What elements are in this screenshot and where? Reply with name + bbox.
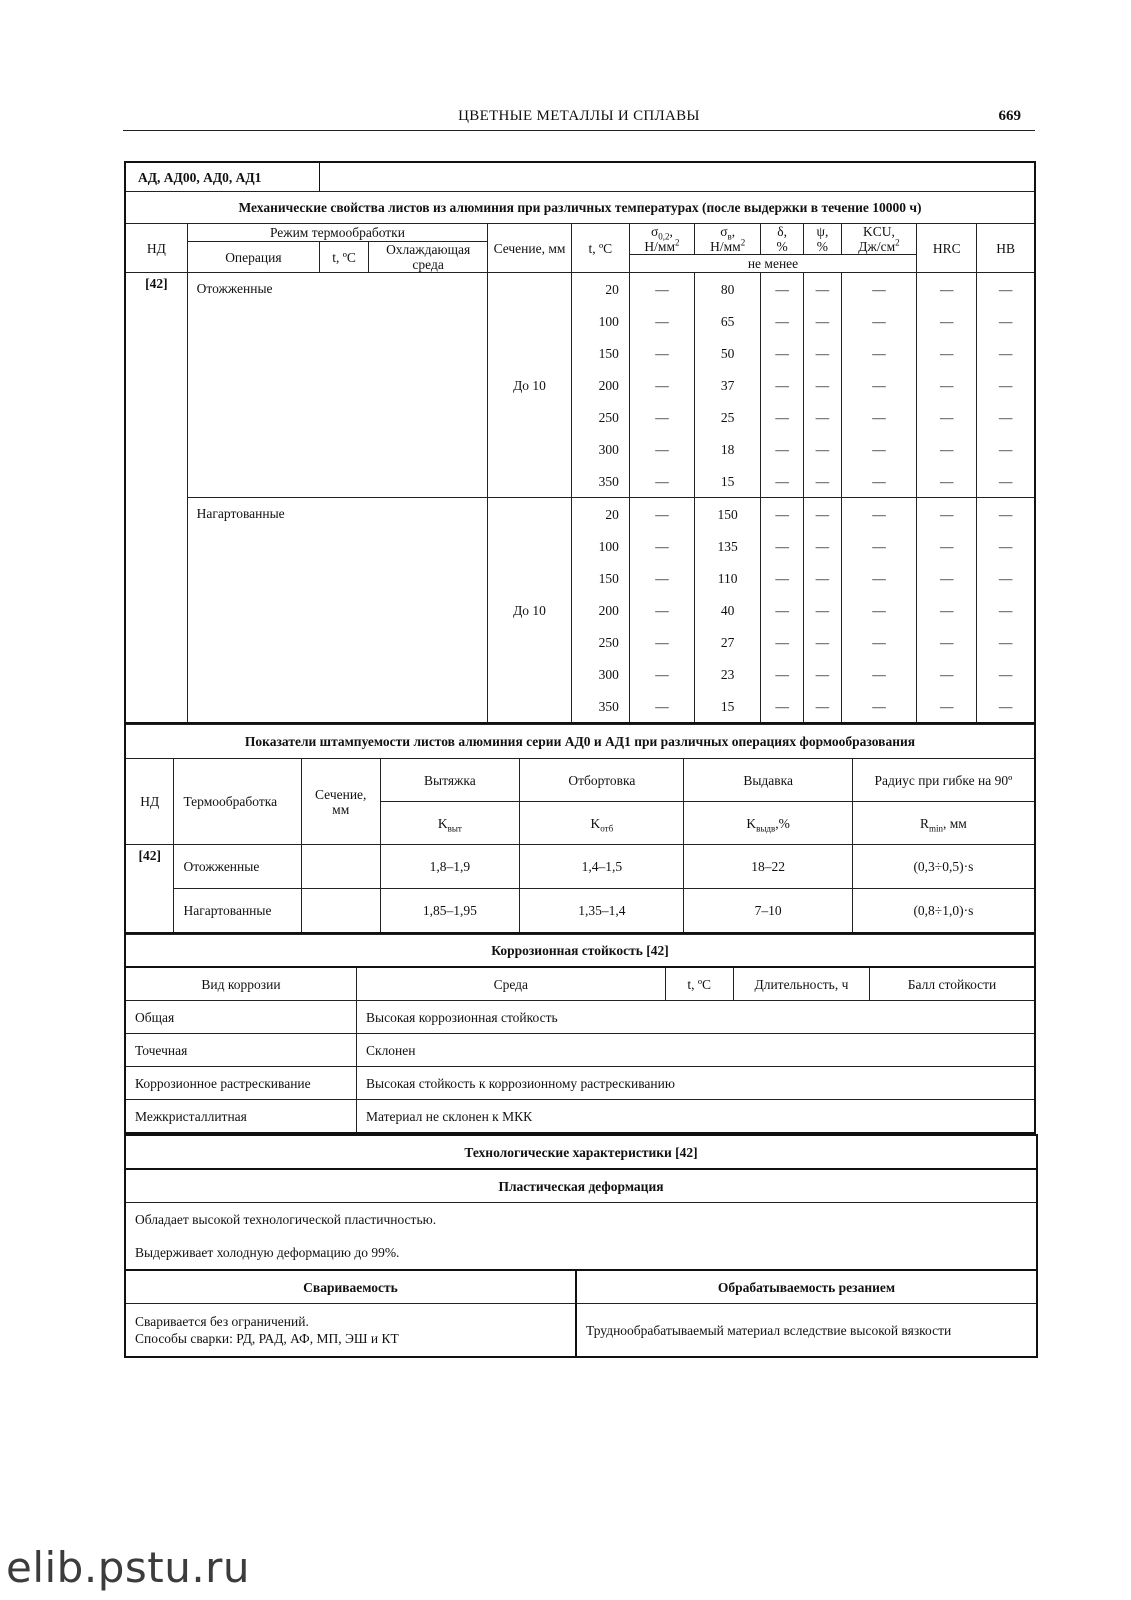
mech-cell: — [629, 305, 694, 337]
mech-cell: — [977, 337, 1035, 369]
mech-operation: Отожженные [187, 273, 488, 498]
mech-cell: — [804, 401, 842, 433]
col-t: t, ºС [320, 242, 369, 273]
mech-operation: Нагартованные [187, 498, 488, 724]
page-number: 669 [998, 108, 1021, 124]
stamp-nd-ref: [42] [125, 845, 174, 934]
mech-cell: 25 [695, 401, 761, 433]
mech-cell: — [629, 690, 694, 723]
mech-cell: 27 [695, 626, 761, 658]
col-psi: ψ, % [804, 224, 842, 255]
mech-cell: — [977, 305, 1035, 337]
corrosion-table [124, 934, 1036, 1134]
corr-type: Общая [125, 1001, 357, 1034]
col-s02: $\sigma_{0,2}$, $Н/мм^2$ [629, 224, 694, 255]
mech-cell: 150 [695, 498, 761, 531]
mech-cell: — [629, 498, 694, 531]
stamp-col-bend: Радиус при гибке на 90º [852, 759, 1035, 802]
mech-cell: — [841, 658, 916, 690]
mech-cell: — [804, 465, 842, 498]
mech-cell: — [629, 594, 694, 626]
mech-cell: — [629, 273, 694, 306]
mech-cell: — [761, 369, 804, 401]
mech-cell: — [761, 594, 804, 626]
mech-cell: — [804, 369, 842, 401]
col-hb: HB [977, 224, 1035, 273]
mech-cell: — [841, 305, 916, 337]
mech-cell: — [804, 594, 842, 626]
mech-cell: — [629, 337, 694, 369]
corr-type: Межкристаллитная [125, 1100, 357, 1134]
mech-cell: — [804, 690, 842, 723]
weld-title: Свариваемость [125, 1270, 576, 1304]
mech-cell: 15 [695, 465, 761, 498]
col-delta: δ, % [761, 224, 804, 255]
stamping-table [124, 724, 1036, 934]
mech-cell: — [977, 498, 1035, 531]
stamp-row-section [301, 845, 380, 889]
col-section: Сечение, мм [488, 224, 572, 273]
running-head [123, 104, 1035, 131]
mech-cell: — [977, 401, 1035, 433]
stamp-col-flanging: Отбортовка [520, 759, 684, 802]
col-operation: Операция [187, 242, 319, 273]
stamp-row-bend: (0,8÷1,0)·s [852, 889, 1035, 934]
mech-nd-ref: [42] [125, 273, 187, 724]
mech-cell: — [917, 401, 977, 433]
stamp-k-draw: $K_{выт}$ [380, 802, 520, 845]
corr-col-duration: Длительность, ч [733, 967, 869, 1001]
mech-cell: — [804, 562, 842, 594]
col-nd: НД [125, 224, 187, 273]
mech-cell: — [629, 401, 694, 433]
grade-label: АД, АД00, АД0, АД1 [125, 162, 320, 192]
mech-row [125, 498, 1035, 531]
mech-cell: 20 [571, 498, 629, 531]
mech-cell: — [917, 690, 977, 723]
stamp-col-bulging: Выдавка [684, 759, 852, 802]
mech-cell: — [629, 530, 694, 562]
mech-cell: — [977, 433, 1035, 465]
mech-cell: 18 [695, 433, 761, 465]
mech-cell: — [917, 498, 977, 531]
corr-type: Точечная [125, 1034, 357, 1067]
stamp-row-treatment: Нагартованные [174, 889, 302, 934]
mech-section: До 10 [488, 273, 572, 498]
mech-cell: — [917, 465, 977, 498]
corr-col-medium: Среда [357, 967, 666, 1001]
corrosion-title: Коррозионная стойкость [42] [125, 935, 1035, 968]
mech-cell: 40 [695, 594, 761, 626]
min-note: не менее [629, 255, 916, 273]
mech-cell: — [977, 626, 1035, 658]
mech-cell: 150 [571, 337, 629, 369]
weld-line: Сваривается без ограничений. [135, 1314, 309, 1329]
mech-cell: 50 [695, 337, 761, 369]
mech-cell: — [841, 465, 916, 498]
mech-cell: — [977, 562, 1035, 594]
mech-cell: 20 [571, 273, 629, 306]
mech-cell: — [841, 337, 916, 369]
mech-cell: — [804, 433, 842, 465]
corr-col-type: Вид коррозии [125, 967, 357, 1001]
mech-cell: — [804, 530, 842, 562]
stamp-row-bulging: 18–22 [684, 845, 852, 889]
mech-cell: 200 [571, 369, 629, 401]
mech-cell: — [917, 530, 977, 562]
mech-cell: — [917, 658, 977, 690]
mech-cell: 135 [695, 530, 761, 562]
mech-cell: — [629, 626, 694, 658]
mech-cell: 23 [695, 658, 761, 690]
mech-cell: — [761, 530, 804, 562]
col-sb: $\sigma_в$, $Н/мм^2$ [695, 224, 761, 255]
plastic-title: Пластическая деформация [125, 1169, 1037, 1203]
mech-cell: — [841, 530, 916, 562]
mech-cell: — [804, 498, 842, 531]
col-regime: Режим термообработки [187, 224, 488, 242]
mech-cell: 350 [571, 690, 629, 723]
mech-cell: 250 [571, 626, 629, 658]
plastic-line: Обладает высокой технологической пластичностью. [125, 1203, 1037, 1237]
stamp-row-flanging: 1,35–1,4 [520, 889, 684, 934]
mech-cell: — [804, 658, 842, 690]
mech-cell: — [841, 562, 916, 594]
material-sheet [124, 161, 1036, 1358]
stamp-k-bulge: $K_{выдв},\%$ [684, 802, 852, 845]
watermark: elib.pstu.ru [6, 1543, 251, 1592]
mech-cell: — [629, 433, 694, 465]
mech-cell: — [761, 465, 804, 498]
mech-cell: — [629, 369, 694, 401]
corr-medium: Склонен [357, 1034, 1036, 1067]
corr-medium: Высокая стойкость к коррозионному растрескиванию [357, 1067, 1036, 1100]
mech-cell: — [804, 305, 842, 337]
mech-cell: 150 [571, 562, 629, 594]
mech-cell: — [977, 369, 1035, 401]
stamp-row-bulging: 7–10 [684, 889, 852, 934]
corr-medium: Высокая коррозионная стойкость [357, 1001, 1036, 1034]
mech-cell: 300 [571, 658, 629, 690]
mech-cell: — [917, 305, 977, 337]
grade-blank [320, 162, 1035, 192]
stamp-col-drawing: Вытяжка [380, 759, 520, 802]
col-hrc: HRC [917, 224, 977, 273]
mech-row [125, 273, 1035, 306]
stamping-title: Показатели штампуемости листов алюминия серии АД0 и АД1 при различных операциях формообразования [125, 725, 1035, 759]
mech-cell: 250 [571, 401, 629, 433]
mech-cell: — [917, 594, 977, 626]
mech-cell: — [804, 337, 842, 369]
mech-cell: 37 [695, 369, 761, 401]
mech-cell: — [977, 273, 1035, 306]
weld-text [125, 1304, 576, 1358]
mech-cell: — [917, 562, 977, 594]
mech-cell: — [761, 337, 804, 369]
mech-cell: — [841, 401, 916, 433]
mech-cell: — [977, 658, 1035, 690]
mech-cell: — [629, 658, 694, 690]
mech-cell: — [841, 273, 916, 306]
mech-cell: 110 [695, 562, 761, 594]
mech-cell: — [977, 594, 1035, 626]
mechanical-title: Механические свойства листов из алюминия при различных температурах (после выдержки в течение 10000 ч) [125, 192, 1035, 224]
mech-cell: 350 [571, 465, 629, 498]
mech-cell: — [917, 626, 977, 658]
mech-cell: — [761, 305, 804, 337]
col-temp: t, ºС [571, 224, 629, 273]
mechanical-properties-table [124, 161, 1036, 724]
mech-cell: — [761, 273, 804, 306]
mech-cell: — [761, 498, 804, 531]
corr-col-temp: t, ºС [665, 967, 733, 1001]
stamp-row-section [301, 889, 380, 934]
machining-title: Обрабатываемость резанием [576, 1270, 1037, 1304]
technology-table [124, 1134, 1038, 1358]
stamp-r-min: $R_{min}$, мм [852, 802, 1035, 845]
stamp-row-treatment: Отожженные [174, 845, 302, 889]
mech-cell: — [841, 369, 916, 401]
mech-cell: 15 [695, 690, 761, 723]
mech-cell: — [841, 498, 916, 531]
mech-cell: 200 [571, 594, 629, 626]
mech-cell: — [761, 433, 804, 465]
mech-cell: — [804, 273, 842, 306]
weld-line: Способы сварки: РД, РАД, АФ, МП, ЭШ и КТ [135, 1331, 399, 1346]
corr-col-score: Балл стойкости [870, 967, 1035, 1001]
mech-cell: — [917, 337, 977, 369]
mech-cell: — [761, 658, 804, 690]
mech-cell: — [761, 690, 804, 723]
mech-cell: — [841, 594, 916, 626]
col-kcu: KCU, $Дж/см^2$ [841, 224, 916, 255]
stamp-k-flange: $K_{отб}$ [520, 802, 684, 845]
mech-cell: — [977, 465, 1035, 498]
mech-cell: — [804, 626, 842, 658]
stamp-col-section: Сечение, мм [301, 759, 380, 845]
mech-cell: — [977, 530, 1035, 562]
mech-cell: — [761, 401, 804, 433]
machining-text: Труднообрабатываемый материал вследствие высокой вязкости [576, 1304, 1037, 1358]
mech-cell: — [917, 369, 977, 401]
stamp-row-drawing: 1,85–1,95 [380, 889, 520, 934]
stamp-col-treatment: Термообработка [174, 759, 302, 845]
stamp-col-nd: НД [125, 759, 174, 845]
mechanical-body [125, 273, 1035, 724]
mech-cell: — [629, 465, 694, 498]
mech-cell: — [841, 433, 916, 465]
mech-cell: 100 [571, 530, 629, 562]
mech-cell: — [917, 273, 977, 306]
mech-cell: 80 [695, 273, 761, 306]
corr-medium: Материал не склонен к МКК [357, 1100, 1036, 1134]
mech-cell: 100 [571, 305, 629, 337]
plastic-line: Выдерживает холодную деформацию до 99%. [125, 1236, 1037, 1270]
mech-cell: — [761, 626, 804, 658]
mech-cell: — [761, 562, 804, 594]
mech-cell: 65 [695, 305, 761, 337]
col-cooling: Охлаждающая среда [369, 242, 488, 273]
mech-cell: — [977, 690, 1035, 723]
stamp-row-drawing: 1,8–1,9 [380, 845, 520, 889]
stamp-row-bend: (0,3÷0,5)·s [852, 845, 1035, 889]
stamp-row-flanging: 1,4–1,5 [520, 845, 684, 889]
corr-type: Коррозионное растрескивание [125, 1067, 357, 1100]
mech-section: До 10 [488, 498, 572, 724]
mech-cell: 300 [571, 433, 629, 465]
mech-cell: — [917, 433, 977, 465]
mech-cell: — [841, 626, 916, 658]
running-title: ЦВЕТНЫЕ МЕТАЛЛЫ И СПЛАВЫ [458, 108, 700, 124]
technology-title: Технологические характеристики [42] [125, 1135, 1037, 1169]
mech-cell: — [629, 562, 694, 594]
mech-cell: — [841, 690, 916, 723]
